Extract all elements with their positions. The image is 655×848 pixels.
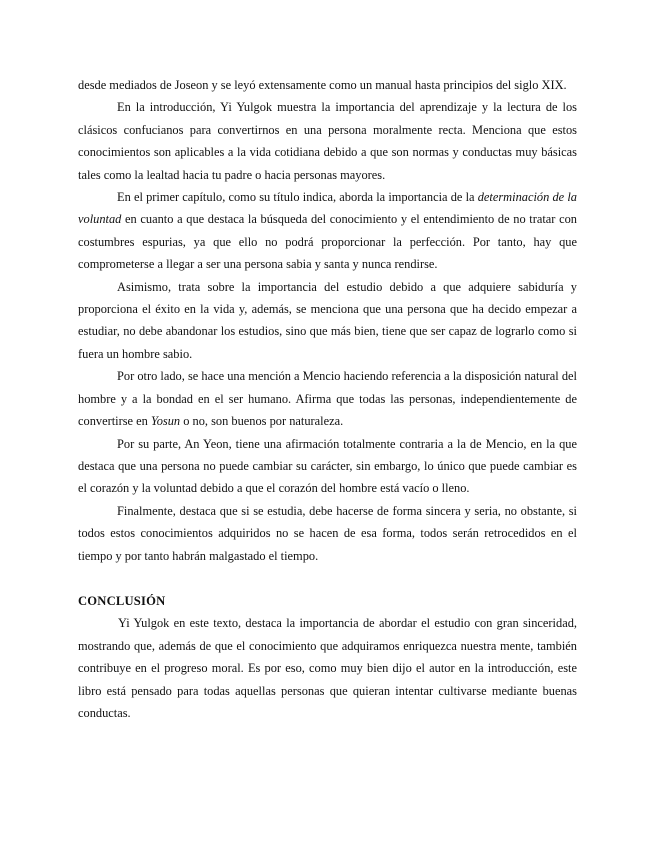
paragraph-introduction: En la introducción, Yi Yulgok muestra la importancia del aprendizaje y la lectura de los clásicos confucianos para convertirnos en una persona moralmente recta. Menciona que estos conocimientos son aplicables a la vida cotidiana debido a que son normas y conductas muy básicas tales como la lealtad hacia tu padre o hacia personas mayores.: [78, 100, 577, 182]
paragraph-text: Por otro lado, se hace una mención a Mencio haciendo referencia a la disposición natural del hombre y a la bondad en el ser humano. Afirma que todas las personas, independientemente de convertirse en: [78, 369, 577, 429]
document-page: [78, 74, 577, 724]
paragraph-continuation: desde mediados de Joseon y se leyó extensamente como un manual hasta principios del siglo XIX.: [78, 78, 567, 92]
paragraph-study-importance: Asimismo, trata sobre la importancia del estudio debido a que adquiere sabiduría y proporciona el éxito en la vida y, además, se menciona que una persona que ha decido empezar a estudiar, no debe abandonar los estudios, sino que más bien, tiene que ser capaz de lograrlo como si fuera un hombre sabio.: [78, 279, 577, 361]
italic-term-yosun: Yosun: [150, 414, 181, 429]
paragraph-mencius: [78, 365, 577, 432]
paragraph-text: En el primer capítulo, como su título indica, aborda la importancia de la: [117, 190, 478, 205]
paragraph-an-yeon: Por su parte, An Yeon, tiene una afirmación totalmente contraria a la de Mencio, en la que destaca que una persona no puede cambiar su carácter, sin embargo, lo único que puede cambiar es el corazón y la voluntad debido a que el corazón del hombre está vacío o lleno.: [78, 436, 577, 496]
paragraph-finally: Finalmente, destaca que si se estudia, debe hacerse de forma sincera y seria, no obstante, si todos estos conocimientos adquiridos no se hacen de esa forma, todos serán retrocedidos en el tiempo y por tanto habrán malgastado el tiempo.: [78, 503, 577, 563]
paragraph-conclusion: Yi Yulgok en este texto, destaca la importancia de abordar el estudio con gran sinceridad, mostrando que, además de que el conocimiento que adquiramos enriquezca nuestra mente, también contribuye en el progreso moral. Es por eso, como muy bien dijo el autor en la introducción, este libro está pensado para todas aquellas personas que quieran intentar cultivarse mediante buenas conductas.: [78, 616, 577, 720]
italic-term-determinacion: determinación de la voluntad: [78, 190, 577, 227]
paragraph-first-chapter: [78, 186, 577, 276]
paragraph-text: en cuanto a que destaca la búsqueda del conocimiento y el entendimiento de no tratar con costumbres espurias, ya que ello no podrá proporcionar la perfección. Por tanto, hay que comprometerse a llegar a ser una persona sabia y santa y nunca rendirse.: [78, 212, 577, 272]
paragraph-text: o no, son buenos por naturaleza.: [180, 414, 344, 429]
section-heading-conclusion: CONCLUSIÓN: [78, 593, 166, 608]
